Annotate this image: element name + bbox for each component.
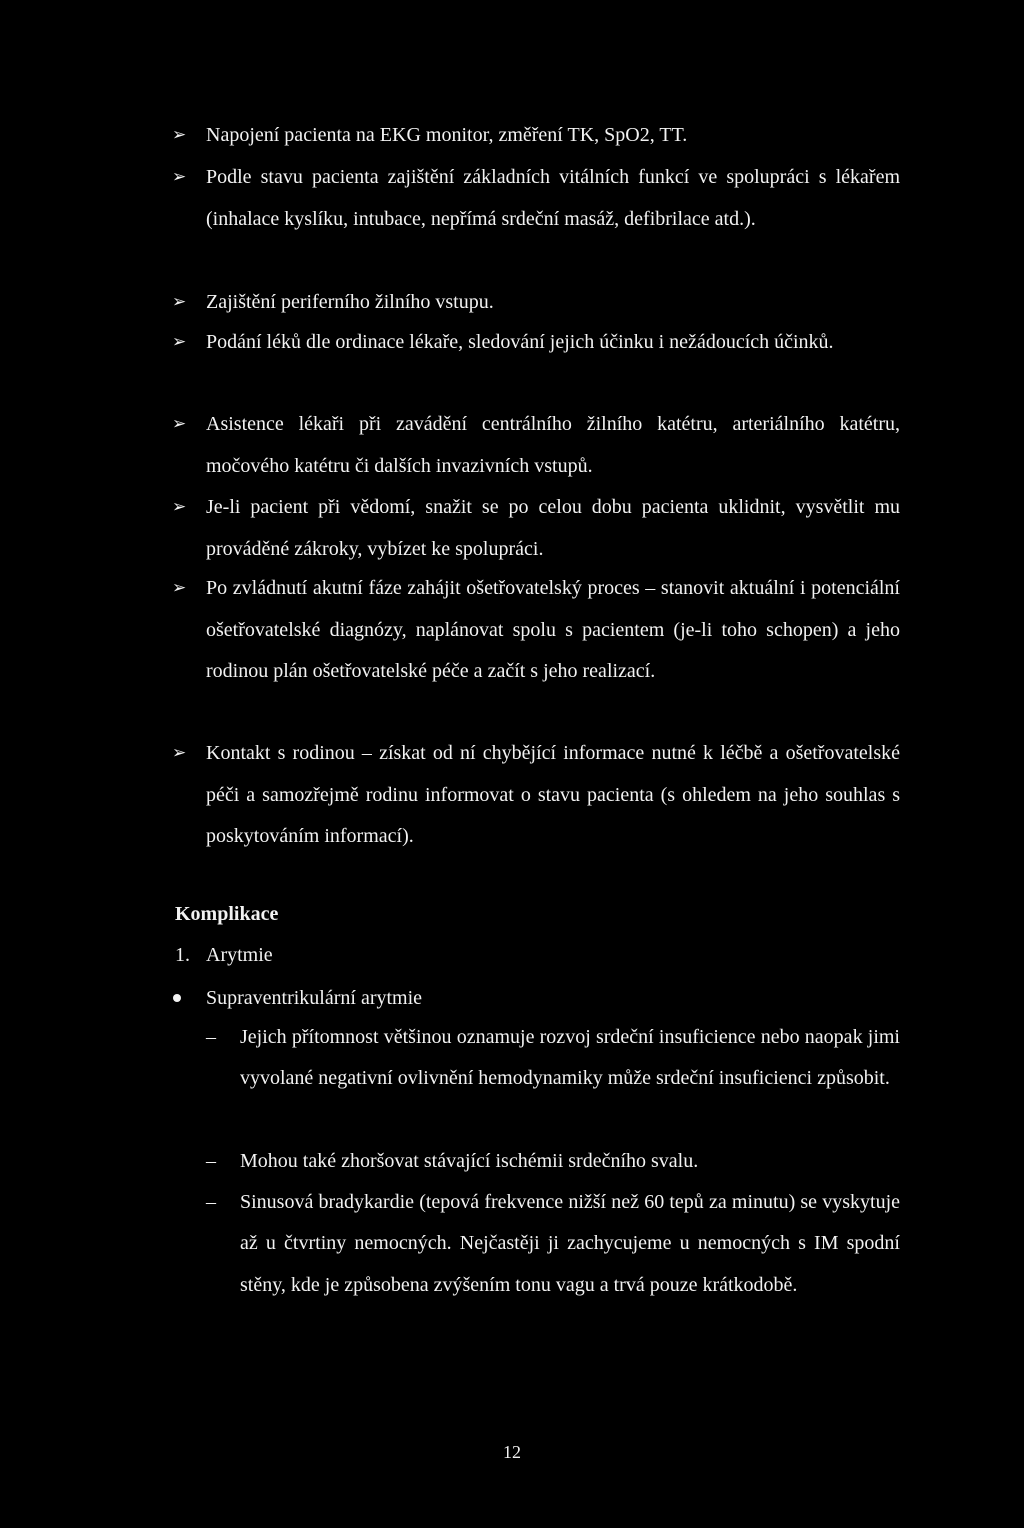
bullet-dot-icon [173,994,181,1002]
dash-item-text: Mohou také zhoršovat stávající ischémii srdečního svalu. [240,1150,699,1172]
item-text: Arytmie [206,944,273,966]
list-item-text: Podle stavu pacienta zajištění základních vitálních funkcí ve spolupráci s lékařem (inhalace kyslíku, intubace, nepřímá srdeční masáž, defibrilace atd.). [206,166,900,230]
numbered-item [175,935,273,975]
list-item [172,115,900,157]
arrow-bullet-icon: ➢ [172,292,187,312]
dash-item-text: Sinusová bradykardie (tepová frekvence nižší než 60 tepů za minutu) se vyskytuje až u čtvrtiny nemocných. Nejčastěji ji zachycujeme u nemocných s IM spodní stěny, kde je způsobena zvýšením tonu vagu a trvá pouze krátkodobě. [240,1191,900,1296]
arrow-bullet-icon: ➢ [172,414,187,434]
list-item [172,404,900,487]
dash-bullet-icon: – [206,1191,216,1213]
arrow-bullet-icon: ➢ [172,743,187,763]
list-item-text: Kontakt s rodinou – získat od ní chybějící informace nutné k léčbě a ošetřovatelské péči a samozřejmě rodinu informovat o stavu pacienta (s ohledem na jeho souhlas s poskytováním informací). [206,742,900,848]
arrow-bullet-icon: ➢ [172,497,187,517]
dash-list-item [206,1141,900,1182]
list-item-text: Napojení pacienta na EKG monitor, změření TK, SpO2, TT. [206,124,688,146]
dash-list-item [206,1017,900,1100]
bullet-item [206,978,422,1018]
dash-bullet-icon: – [206,1150,216,1172]
list-item [172,157,900,240]
list-item-text: Podání léků dle ordinace lékaře, sledování jejich účinku i nežádoucích účinků. [206,331,834,353]
list-item-text: Je-li pacient při vědomí, snažit se po celou dobu pacienta uklidnit, vysvětlit mu prováděné zákroky, vybízet ke spolupráci. [206,496,900,560]
section-heading: Komplikace [175,903,279,925]
arrow-bullet-icon: ➢ [172,578,187,598]
item-number: 1. [175,944,190,966]
dash-item-text: Jejich přítomnost většinou oznamuje rozvoj srdeční insuficience nebo naopak jimi vyvolané negativní ovlivnění hemodynamiky může srdeční insuficienci způsobit. [240,1026,900,1090]
arrow-bullet-icon: ➢ [172,167,187,187]
list-item [172,568,900,693]
list-item [172,733,900,858]
arrow-bullet-icon: ➢ [172,125,187,145]
arrow-bullet-icon: ➢ [172,332,187,352]
bullet-item-text: Supraventrikulární arytmie [206,987,423,1009]
dash-bullet-icon: – [206,1026,216,1048]
list-item-text: Po zvládnutí akutní fáze zahájit ošetřovatelský proces – stanovit aktuální i potenciální ošetřovatelské diagnózy, naplánovat spolu s pacientem (je-li toho schopen) a jeho rodinou plán ošetřovatelské péče a začít s jeho realizací. [206,577,900,683]
dash-list-item [206,1182,900,1306]
list-item-text: Zajištění periferního žilního vstupu. [206,291,494,313]
page-number: 12 [503,1442,521,1462]
list-item [172,487,900,570]
list-item [172,282,900,324]
list-item [172,322,900,364]
list-item-text: Asistence lékaři při zavádění centrálního žilního katétru, arteriálního katétru, močového katétru či dalších invazivních vstupů. [206,413,900,477]
